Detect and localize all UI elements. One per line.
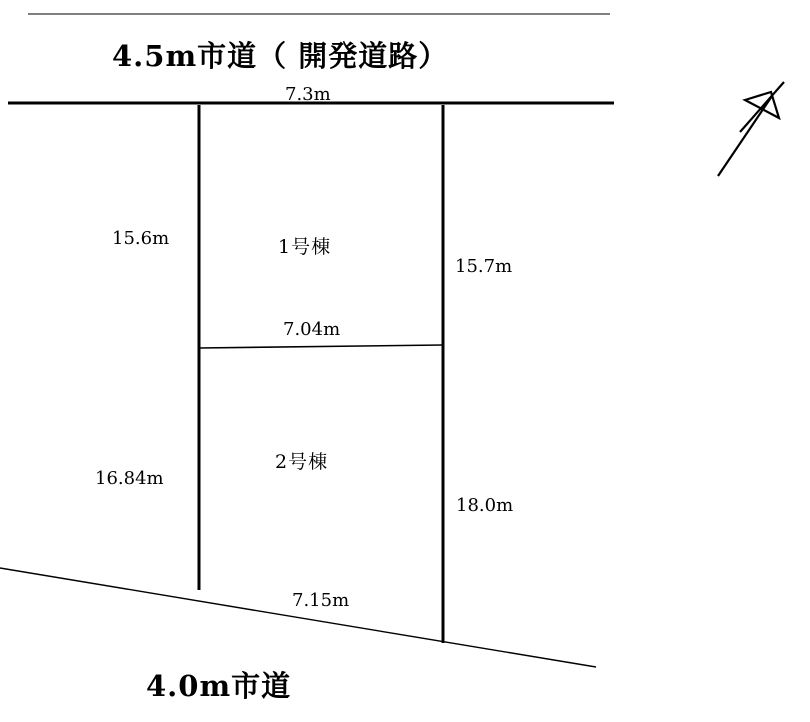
dimension-right-lower: 18.0m <box>456 495 514 516</box>
dimension-bottom-frontage: 7.15m <box>292 590 350 611</box>
lot-divider-line <box>199 345 443 348</box>
dimension-left-upper: 15.6m <box>112 228 170 249</box>
bottom-road-label: 4.0m市道 <box>146 669 292 703</box>
dimension-right-upper: 15.7m <box>455 256 513 277</box>
lot-label-2: 2号棟 <box>275 451 329 473</box>
lot-label-1: 1号棟 <box>278 236 332 258</box>
north-arrow-icon <box>718 82 784 176</box>
dimension-left-lower: 16.84m <box>95 468 164 489</box>
dimension-middle-divider: 7.04m <box>283 319 341 340</box>
bottom-road-boundary <box>0 568 596 667</box>
top-road-label: 4.5m市道（ 開発道路） <box>112 39 449 73</box>
dimension-top-frontage: 7.3m <box>285 84 331 105</box>
